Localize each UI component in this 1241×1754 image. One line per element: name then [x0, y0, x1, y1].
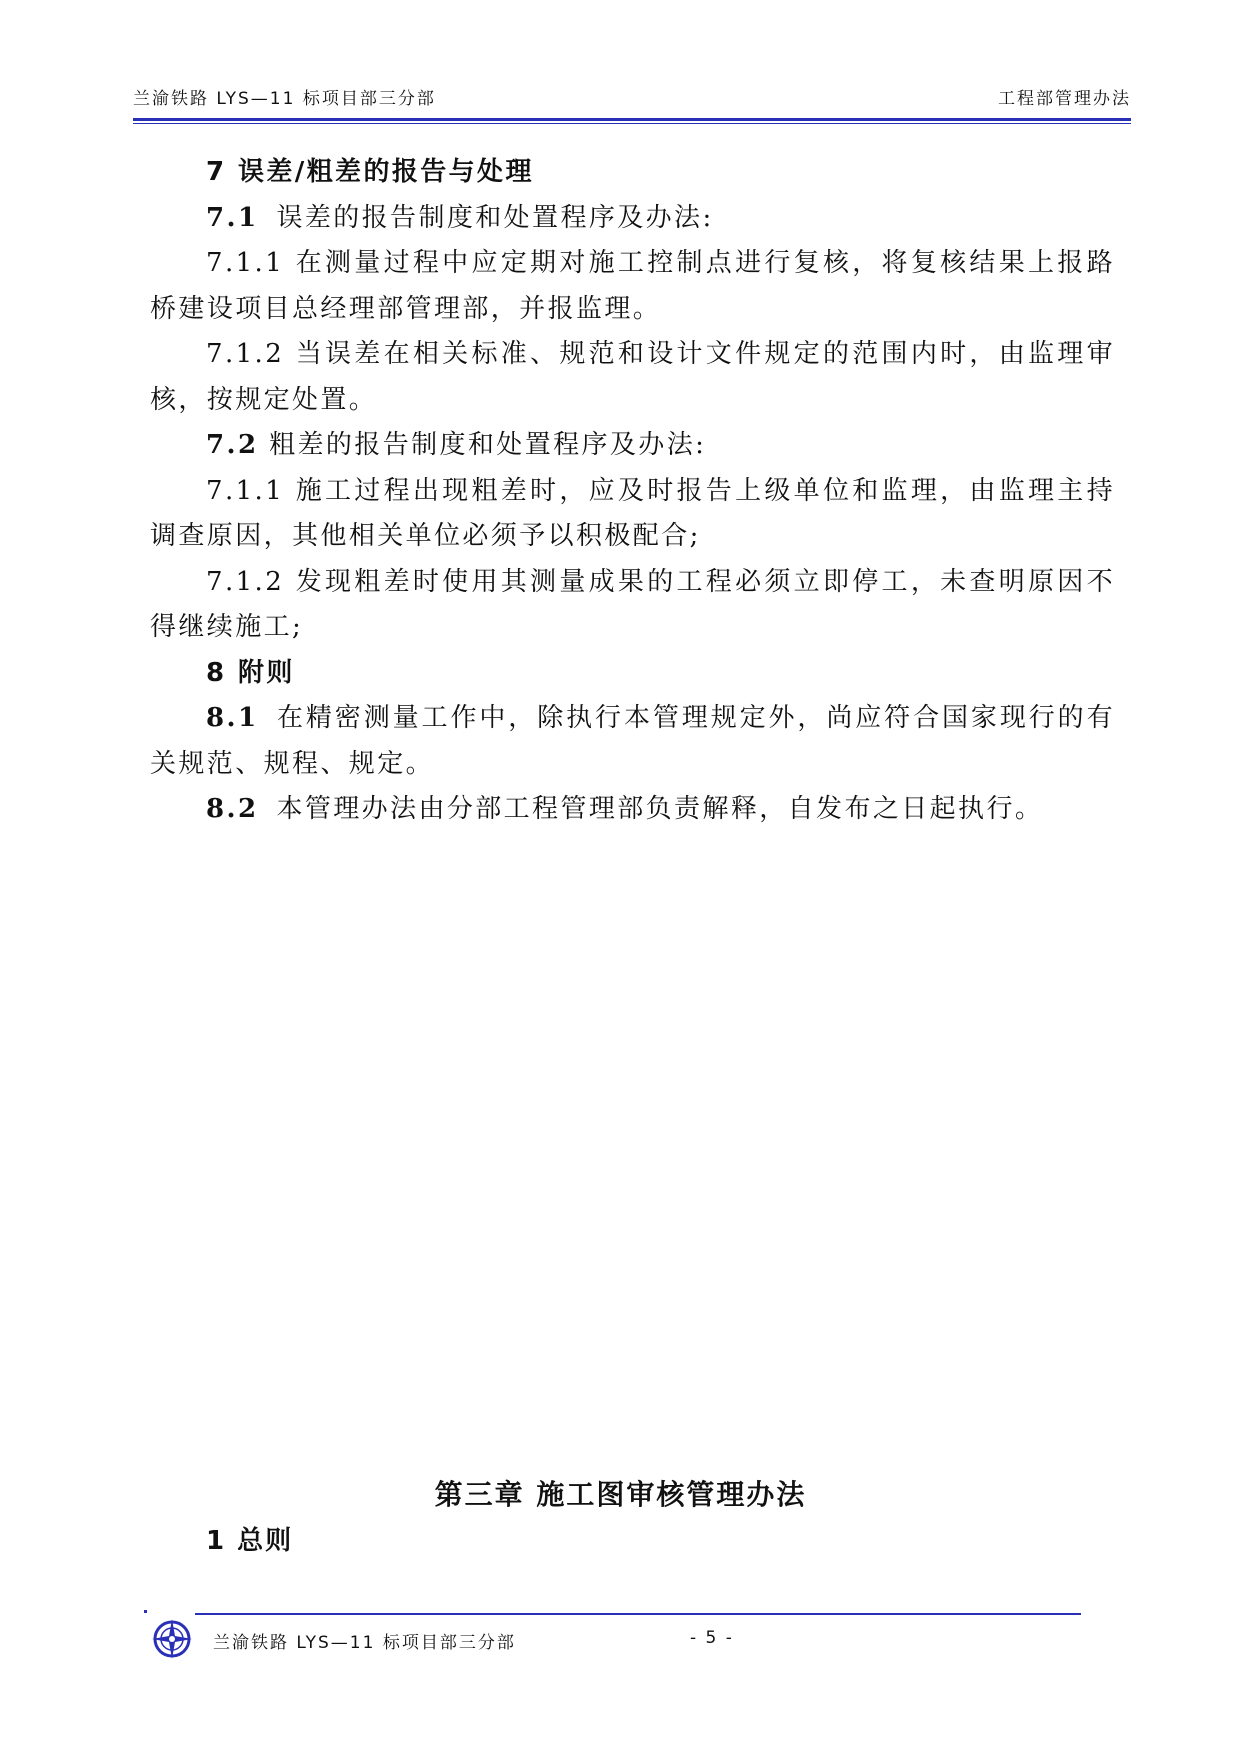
clause-7-1-1: 7.1.1 在测量过程中应定期对施工控制点进行复核，将复核结果上报路桥建设项目总经理部管理部，并报监理。	[150, 248, 1115, 324]
section-text: 本管理办法由分部工程管理部负责解释，自发布之日起执行。	[276, 794, 1044, 824]
section-number: 7.2	[206, 430, 259, 460]
page-number: - 5 -	[690, 1628, 734, 1648]
company-logo-icon	[150, 1617, 194, 1661]
section-8-2	[150, 787, 1115, 833]
footer-project-name: 兰渝铁路 LYS—11 标项目部三分部	[213, 1633, 516, 1653]
section-text: 粗差的报告制度和处置程序及办法:	[269, 430, 707, 460]
header-project-name: 兰渝铁路 LYS—11 标项目部三分部	[133, 89, 436, 109]
document-body	[150, 150, 1115, 833]
section-text: 在精密测量工作中，除执行本管理规定外，尚应符合国家现行的有关规范、规程、规定。	[150, 703, 1115, 779]
footer-divider	[195, 1613, 1081, 1615]
chapter-section-1-heading: 1 总则	[206, 1526, 294, 1556]
section-number: 8.1	[206, 703, 259, 733]
section-number: 7.1	[206, 202, 259, 233]
section-8-1	[150, 696, 1115, 787]
section-text: 误差的报告制度和处置程序及办法:	[276, 202, 714, 233]
section-7-2	[150, 423, 1115, 469]
section-7-heading: 7 误差/粗差的报告与处理	[206, 157, 534, 187]
clause-7-2-1: 7.1.1 施工过程出现粗差时，应及时报告上级单位和监理，由监理主持调查原因，其他相关单位必须予以积极配合;	[150, 475, 1115, 551]
section-7-1	[150, 196, 1115, 242]
clause-7-1-2: 7.1.2 当误差在相关标准、规范和设计文件规定的范围内时，由监理审核，按规定处置。	[150, 339, 1115, 415]
footer-dot	[144, 1610, 147, 1613]
header-divider	[133, 118, 1131, 124]
section-8-heading: 8 附则	[206, 657, 295, 688]
page-header	[133, 84, 1131, 114]
chapter-title: 第三章 施工图审核管理办法	[434, 1478, 807, 1511]
clause-7-2-2: 7.1.2 发现粗差时使用其测量成果的工程必须立即停工，未查明原因不得继续施工;	[150, 566, 1115, 642]
section-number: 8.2	[206, 794, 259, 824]
header-document-title: 工程部管理办法	[998, 89, 1131, 109]
